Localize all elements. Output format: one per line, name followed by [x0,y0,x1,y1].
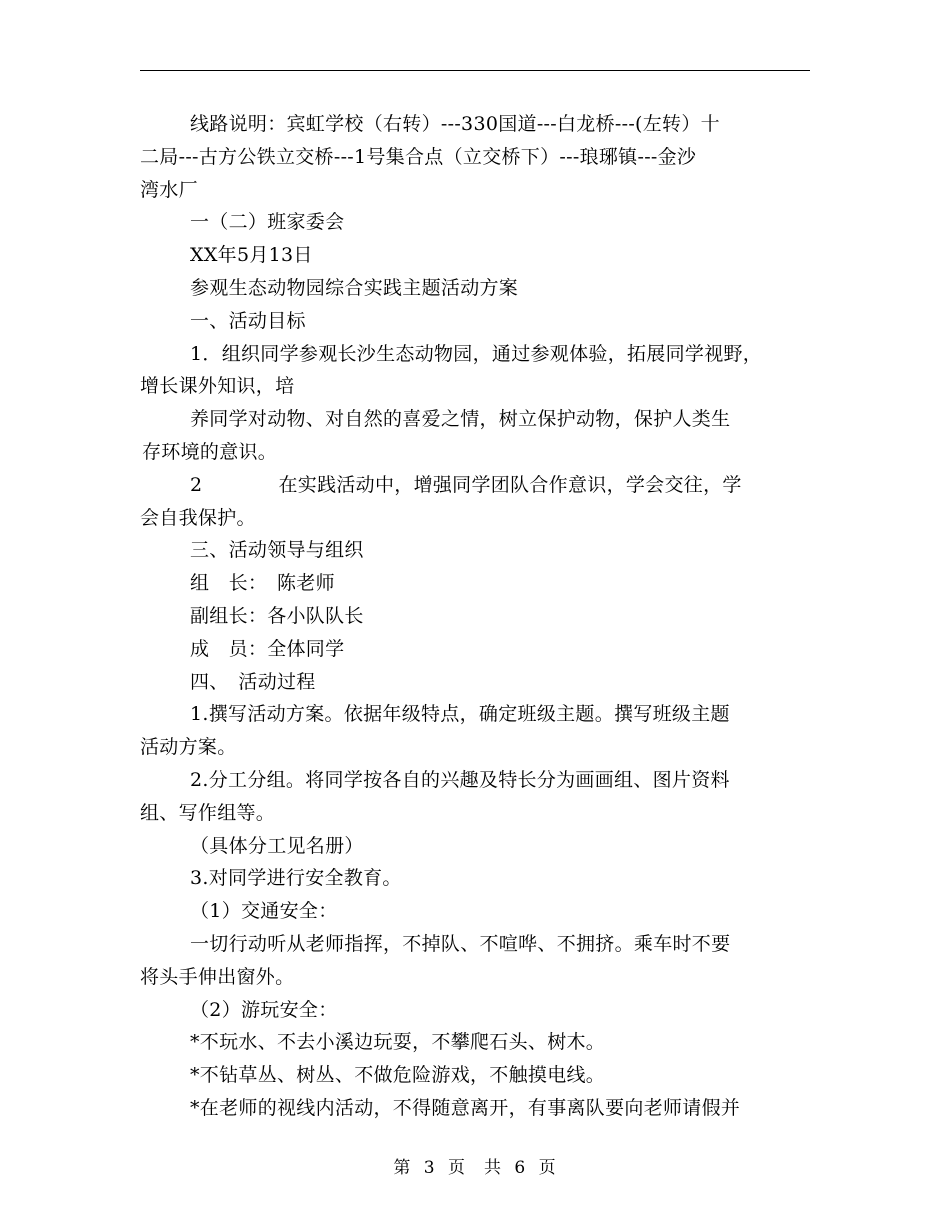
document-line: XX年5月13日 [190,244,313,267]
document-line: *在老师的视线内活动，不得随意离开，有事离队要向老师请假并 [190,1096,741,1119]
header-rule [140,70,810,71]
document-line: （具体分工见名册） [190,834,364,857]
document-line: 四、 活动过程 [190,670,316,693]
document-line: 1．组织同学参观长沙生态动物园，通过参观体验，拓展同学视野， [190,342,763,365]
document-line: 增长课外知识，培 [140,375,295,398]
document-line: 副组长：各小队队长 [190,604,364,627]
footer-label-of: 页 共 [448,1158,502,1178]
document-line: 三、活动领导与组织 [190,539,364,562]
document-line: （1）交通安全： [190,900,338,923]
document-line: 将头手伸出窗外。 [140,965,295,988]
document-line: 2.分工分组。将同学按各自的兴趣及特长分为画画组、图片资料 [190,768,730,791]
page-footer [0,1153,950,1178]
footer-total-pages: 6 [514,1158,527,1178]
footer-current-page: 3 [423,1158,436,1178]
document-line: 一切行动听从老师指挥，不掉队、不喧哗、不拥挤。乘车时不要 [190,932,731,955]
document-line: *不钻草丛、树丛、不做危险游戏，不触摸电线。 [190,1064,606,1087]
document-line: 成 员：全体同学 [190,637,345,660]
document-line: 参观生态动物园综合实践主题活动方案 [190,276,519,299]
document-line: 3.对同学进行安全教育。 [190,867,402,890]
document-line: 1.撰写活动方案。依据年级特点，确定班级主题。撰写班级主题 [190,703,730,726]
document-line: 养同学对动物、对自然的喜爱之情，树立保护动物，保护人类生 [190,408,731,431]
document-body [140,108,810,1125]
document-line: 存环境的意识。 [142,440,278,463]
document-line: 线路说明：宾虹学校（右转）---330国道---白龙桥---(左转）十 [190,113,720,135]
document-line: 会自我保护。 [140,506,256,529]
document-line: 一（二）班家委会 [190,211,345,234]
document-line: 湾水厂 [140,178,198,201]
document-line: *不玩水、不去小溪边玩耍，不攀爬石头、树木。 [190,1031,606,1054]
document-line: 组、写作组等。 [140,801,276,824]
document-line: 活动方案。 [140,736,237,759]
footer-label-pages: 页 [538,1158,557,1178]
document-line: 组 长： 陈老师 [190,572,335,595]
document-line: 二局---古方公铁立交桥---1号集合点（立交桥下）---琅琊镇---金沙 [140,145,697,168]
document-line: 一、活动目标 [190,309,306,332]
document-line: （2）游玩安全： [190,998,338,1021]
footer-label-page: 第 [393,1158,412,1178]
document-line: 2 在实践活动中，增强同学团队合作意识，学会交往，学 [190,473,742,496]
